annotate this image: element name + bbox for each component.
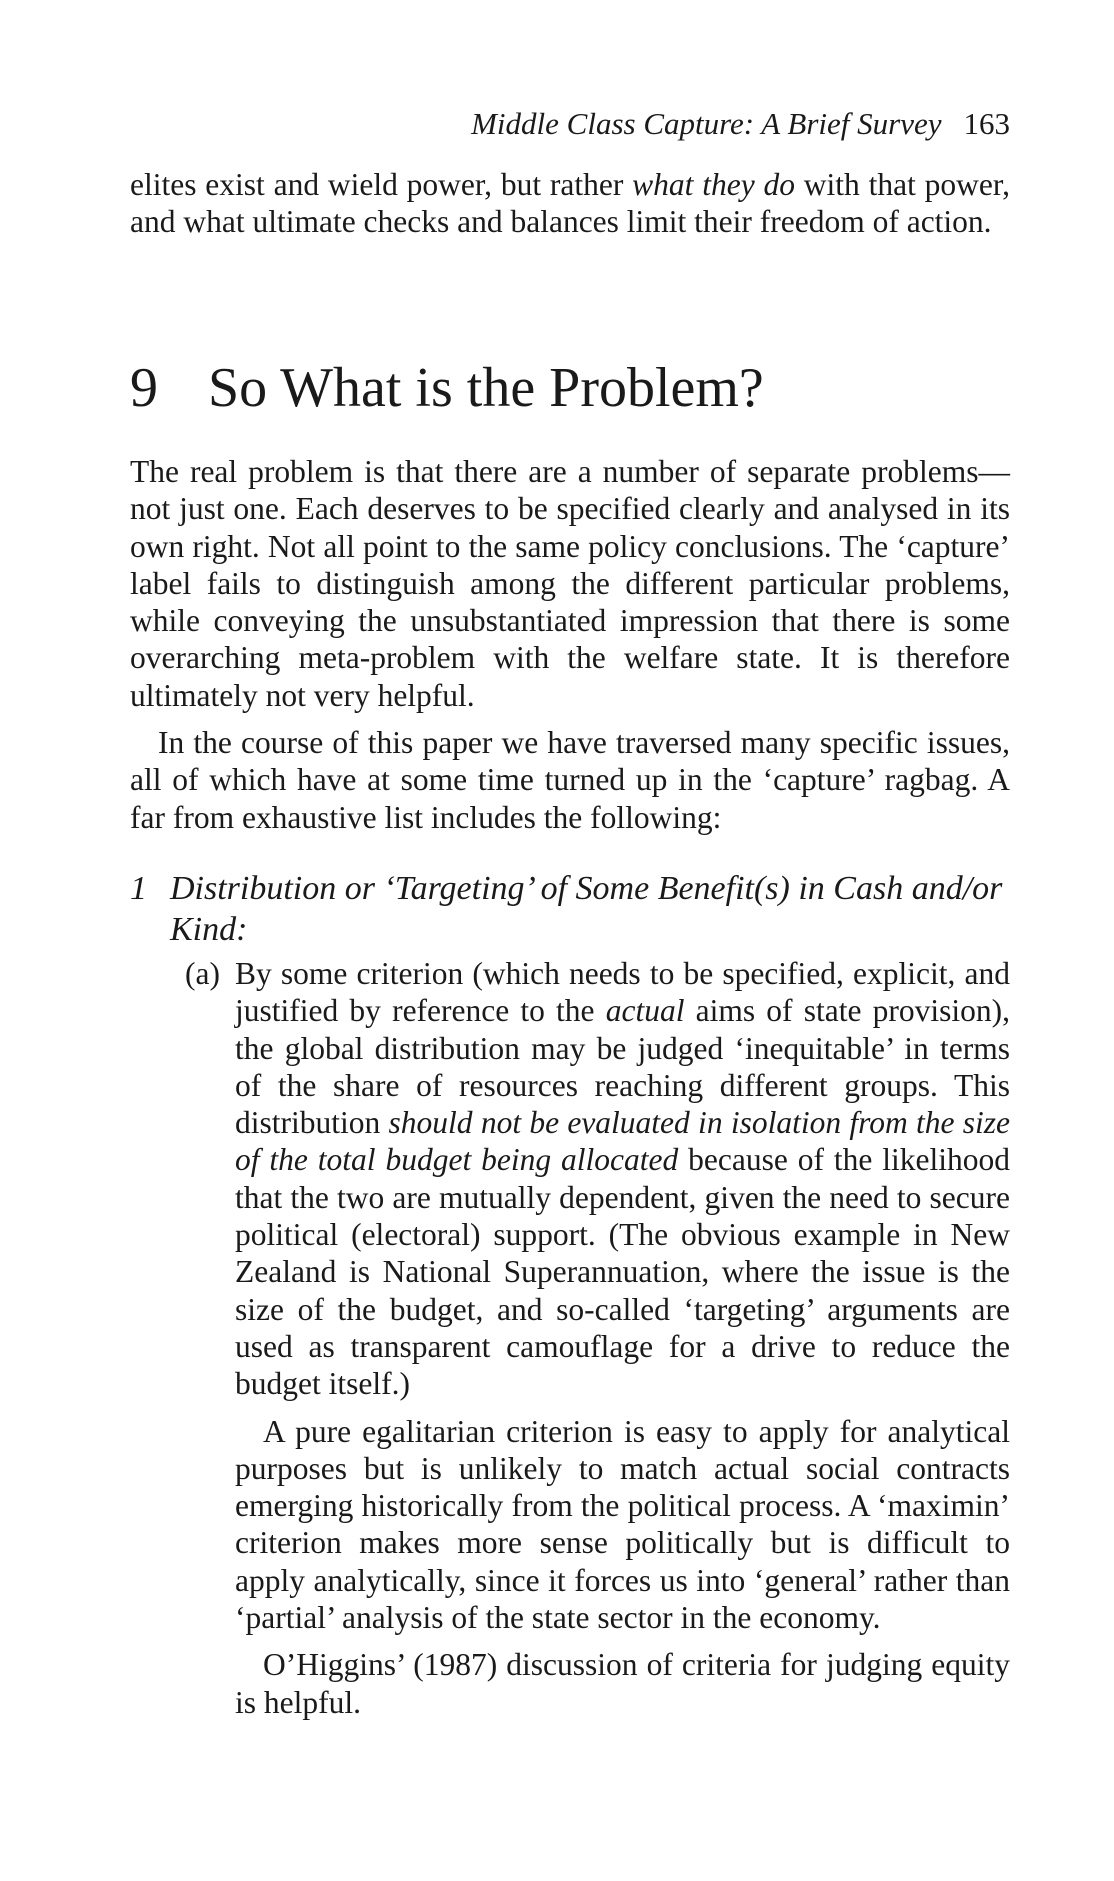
list-item-a-paragraph-1 <box>235 955 1010 1403</box>
list-item-a <box>185 955 1010 1721</box>
continuation-text-1: elites exist and wield power, but rather <box>130 167 633 202</box>
subsection-number: 1 <box>130 870 147 907</box>
continuation-emphasis: what they do <box>632 167 795 202</box>
subsection-list <box>185 955 1010 1721</box>
list-item-a-paragraph-2: A pure egalitarian criterion is easy to apply for analytical purposes but is unlikely to match actual social contracts emerging historically from the political process. A ‘maximin’ criterion makes more sense politically but is difficult to apply analytically, since it forces us into ‘general’ rather than ‘partial’ analysis of the state sector in the economy. <box>235 1413 1010 1636</box>
running-header-title: Middle Class Capture: A Brief Survey <box>471 106 942 141</box>
item-a-text-1: By some criterion (which needs to be specified, explicit, and justified by reference to the <box>235 956 1010 1029</box>
section-number: 9 <box>130 357 158 419</box>
section-paragraph-1: The real problem is that there are a number of separate problems—not just one. Each deserves to be specified clearly and analysed in its own right. Not all point to the same policy conclusions. The ‘capture’ label fails to distinguish among the different particular problems, while conveying the unsubstantiated impression that there is some overarching meta-problem with the welfare state. It is therefore ultimately not very helpful. <box>130 454 1010 713</box>
item-a-emphasis-1: actual <box>605 993 685 1029</box>
page-number: 163 <box>963 106 1010 141</box>
continuation-paragraph <box>130 166 1010 241</box>
section-title: So What is the Problem? <box>208 357 764 419</box>
item-a-emphasis-2: should not be evaluated in isolation from the size of the total budget being allocated <box>235 1105 1010 1178</box>
continuation-text-2: with that power, and what ultimate checks and balances limit their freedom of action. <box>130 167 1010 240</box>
section-paragraph-2: In the course of this paper we have traversed many specific issues, all of which have at some time turned up in the ‘capture’ ragbag. A far from exhaustive list includes the following: <box>130 725 1010 835</box>
item-a-text-2: aims of state provision), the global distribution may be judged ‘inequitable’ in terms of the share of resources reaching different groups. This distribution <box>235 993 1010 1141</box>
subsection-title: Distribution or ‘Targeting’ of Some Benefit(s) in Cash and/or Kind: <box>170 870 1003 948</box>
section-heading <box>130 355 1010 421</box>
running-header <box>130 104 1010 144</box>
section-body <box>130 453 1010 836</box>
list-item-marker: (a) <box>185 956 220 991</box>
item-a-text-3: because of the likelihood that the two are mutually dependent, given the need to secure political (electoral) support. (The obvious example in New Zealand is National Superannuation, where the issue is the size of the budget, and so-called ‘targeting’ arguments are used as transparent camouflage for a drive to reduce the budget itself.) <box>235 1142 1010 1402</box>
list-item-a-paragraph-3: O’Higgins’ (1987) discussion of criteria for judging equity is helpful. <box>235 1647 1010 1720</box>
